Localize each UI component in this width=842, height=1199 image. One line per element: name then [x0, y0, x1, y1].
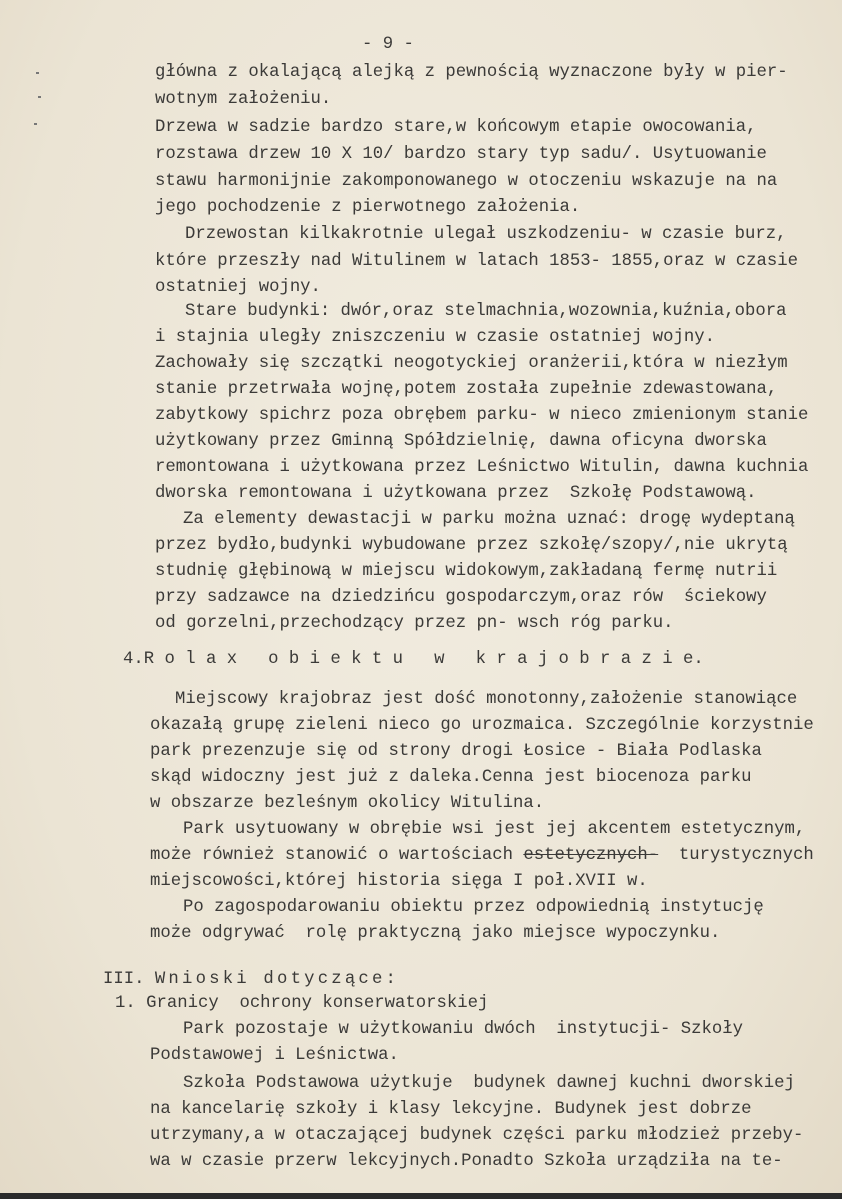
text-segment: może również stanowić o wartościach	[150, 846, 524, 865]
text-line: główna z okalającą alejką z pewnością wyznaczone były w pier-	[155, 63, 788, 82]
text-line: przy sadzawce na dziedzińcu gospodarczym,oraz rów ściekowy	[155, 588, 767, 607]
text-line: skąd widoczny jest już z daleka.Cenna jest biocenoza parku	[150, 768, 752, 787]
section-4-heading: 4.R o l a x o b i e k t u w k r a j o b r a z i e.	[123, 650, 704, 669]
punch-mark	[34, 123, 37, 125]
text-line: rozstawa drzew 10 X 10/ bardzo stary typ sadu/. Usytuowanie	[155, 145, 767, 164]
scan-edge	[0, 1193, 842, 1199]
page-number: - 9 -	[362, 35, 414, 54]
text-line: park prezenzuje się od strony drogi Łosice - Biała Podlaska	[150, 742, 762, 761]
text-line: wa w czasie przerw lekcyjnych.Ponadto Szkoła urządziła na te-	[150, 1152, 783, 1171]
text-line: użytkowany przez Gminną Spółdzielnię, dawna oficyna dworska	[155, 432, 767, 451]
text-line: okazałą grupę zieleni nieco go urozmaica. Szczególnie korzystnie	[150, 716, 814, 735]
text-line: wotnym założeniu.	[155, 90, 332, 109]
text-line: studnię głębinową w miejscu widokowym,zakładaną fermę nutrii	[155, 562, 778, 581]
text-line: Szkoła Podstawowa użytkuje budynek dawnej kuchni dworskiej	[183, 1074, 795, 1093]
subsection-heading: 1. Granicy ochrony konserwatorskiej	[115, 994, 489, 1013]
punch-mark	[38, 96, 41, 98]
punch-mark	[36, 72, 39, 74]
text-line: jego pochodzenie z pierwotnego założenia.	[155, 198, 581, 217]
text-line: utrzymany,a w otaczającej budynek części parku młodzież przeby-	[150, 1126, 804, 1145]
text-line: Stare budynki: dwór,oraz stelmachnia,wozownia,kuźnia,obora	[185, 302, 787, 321]
text-line: które przeszły nad Witulinem w latach 1853- 1855,oraz w czasie	[155, 252, 798, 271]
text-line: Podstawowej i Leśnictwa.	[150, 1046, 399, 1065]
text-line: może odgrywać rolę praktyczną jako miejsce wypoczynku.	[150, 924, 721, 943]
text-line: Za elementy dewastacji w parku można uznać: drogę wydeptaną	[183, 510, 795, 529]
text-line: dworska remontowana i użytkowana przez Szkołę Podstawową.	[155, 484, 757, 503]
text-line: Zachowały się szczątki neogotyckiej oranżerii,która w niezłym	[155, 354, 788, 373]
section-title: Wnioski dotyczące:	[154, 970, 400, 989]
text-line: miejscowości,której historia sięga I poł.XVII w.	[150, 872, 648, 891]
text-line: stanie przetrwała wojnę,potem została zupełnie zdewastowana,	[155, 380, 778, 399]
struck-word: estetycznych-	[523, 846, 659, 865]
text-line: i stajnia uległy zniszczeniu w czasie ostatniej wojny.	[155, 328, 716, 347]
text-line: w obszarze bezleśnym okolicy Witulina.	[150, 794, 545, 813]
text-line	[150, 846, 814, 866]
text-line: Miejscowy krajobraz jest dość monotonny,założenie stanowiące	[175, 690, 798, 709]
text-line: ostatniej wojny.	[155, 278, 321, 297]
text-segment: turystycznych	[658, 846, 814, 865]
text-line: zabytkowy spichrz poza obrębem parku- w nieco zmienionym stanie	[155, 406, 809, 425]
text-line: stawu harmonijnie zakomponowanego w otoczeniu wskazuje na na	[155, 172, 778, 191]
text-line: od gorzelni,przechodzący przez pn- wsch róg parku.	[155, 614, 674, 633]
text-line: Drzewostan kilkakrotnie ulegał uszkodzeniu- w czasie burz,	[185, 225, 787, 244]
text-line: Po zagospodarowaniu obiektu przez odpowiednią instytucję	[183, 898, 764, 917]
text-line: Park pozostaje w użytkowaniu dwóch instytucji- Szkoły	[183, 1020, 744, 1039]
section-3-heading	[103, 970, 399, 990]
text-line: remontowana i użytkowana przez Leśnictwo Witulin, dawna kuchnia	[155, 458, 809, 477]
text-line: Park usytuowany w obrębie wsi jest jej akcentem estetycznym,	[183, 820, 806, 839]
text-line: Drzewa w sadzie bardzo stare,w końcowym etapie owocowania,	[155, 118, 757, 137]
text-line: przez bydło,budynki wybudowane przez szkołę/szopy/,nie ukrytą	[155, 536, 788, 555]
section-numeral: III.	[103, 970, 145, 989]
text-line: na kancelarię szkoły i klasy lekcyjne. Budynek jest dobrze	[150, 1100, 752, 1119]
